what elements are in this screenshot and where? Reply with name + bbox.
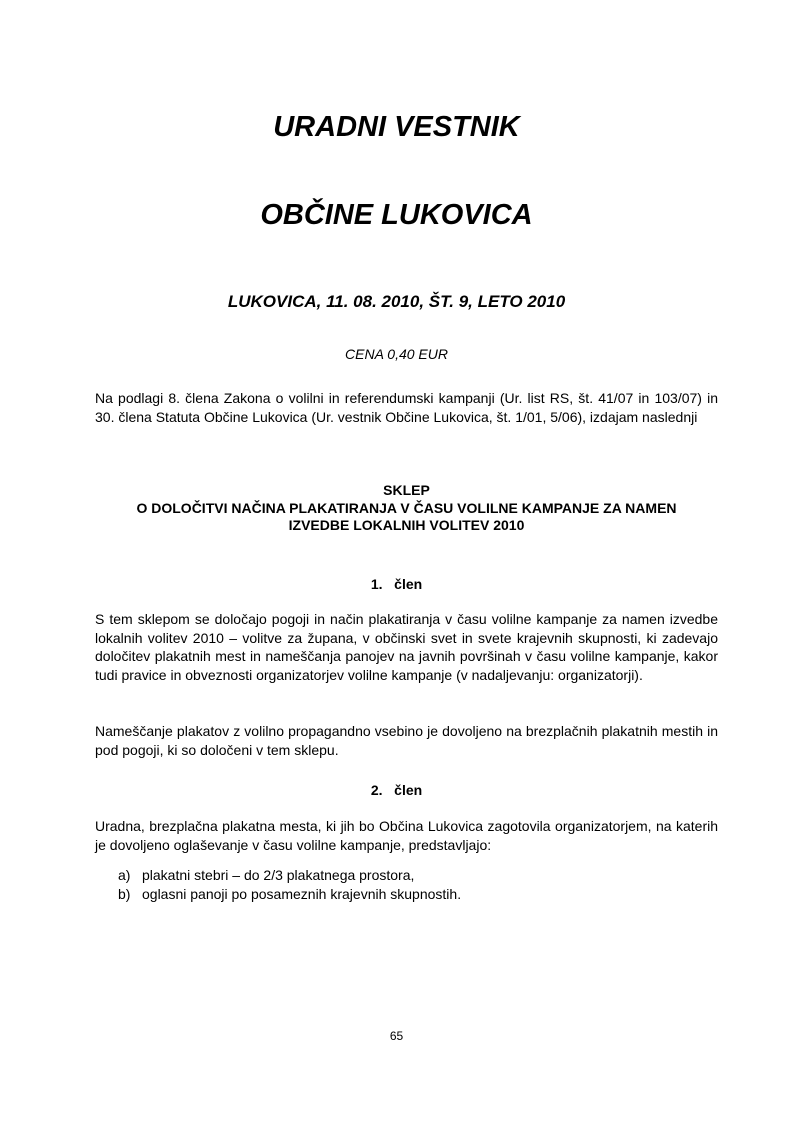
price-line: CENA 0,40 EUR — [345, 346, 448, 362]
list-item-text: plakatni stebri – do 2/3 plakatnega prostora, — [142, 867, 415, 883]
decision-heading-line-1: SKLEP — [383, 482, 430, 498]
issue-line: LUKOVICA, 11. 08. 2010, ŠT. 9, LETO 2010 — [227, 292, 566, 311]
intro-paragraph: Na podlagi 8. člena Zakona o volilni in referendumski kampanji (Ur. list RS, št. 41/07 in 103/07) in 30. člena Statuta Občine Lukovica (Ur. vestnik Občine Lukovica, št. 1/01, 5/06), izdajam naslednji — [95, 390, 718, 425]
gazette-title: URADNI VESTNIK — [273, 111, 520, 143]
decision-heading-line-3: IZVEDBE LOKALNIH VOLITEV 2010 — [288, 517, 525, 533]
decision-heading — [95, 482, 718, 535]
article-1-paragraph-1: S tem sklepom se določajo pogoji in način plakatiranja v času volilne kampanje za namen izvedbe lokalnih volitev 2010 – volitve za župana, v občinski svet in svete krajevnih skupnosti, ki zadevajo določitev plakatnih mest in nameščanja panojev na javnih površinah v času volilne kampanje, kakor tudi pravice in obveznosti organizatorjev volilne kampanje (v nadaljevanju: organizatorji). — [95, 611, 718, 683]
gazette-subtitle: OBČINE LUKOVICA — [260, 199, 533, 231]
list-item-marker: b) — [118, 885, 131, 902]
list-item-marker: a) — [118, 867, 131, 883]
decision-heading-line-2: O DOLOČITVI NAČINA PLAKATIRANJA V ČASU VOLILNE KAMPANJE ZA NAMEN — [136, 499, 677, 516]
page-number: 65 — [389, 1029, 404, 1043]
plakat-locations-list — [118, 866, 718, 903]
list-item-text: oglasni panoji po posameznih krajevnih skupnostih. — [142, 885, 462, 902]
list-item — [118, 866, 718, 885]
article-1-paragraph-2: Nameščanje plakatov z volilno propagandno vsebino je dovoljeno na brezplačnih plakatnih mestih in pod pogoji, ki so določeni v tem sklepu. — [95, 723, 718, 758]
article-2-paragraph-1: Uradna, brezplačna plakatna mesta, ki jih bo Občina Lukovica zagotovila organizatorjem, na katerih je dovoljeno oglaševanje v času volilne kampanje, predstavljajo: — [95, 818, 718, 853]
article-2-heading: 2. člen — [370, 782, 423, 798]
list-item — [118, 885, 718, 904]
article-1-heading: 1. člen — [370, 576, 423, 592]
